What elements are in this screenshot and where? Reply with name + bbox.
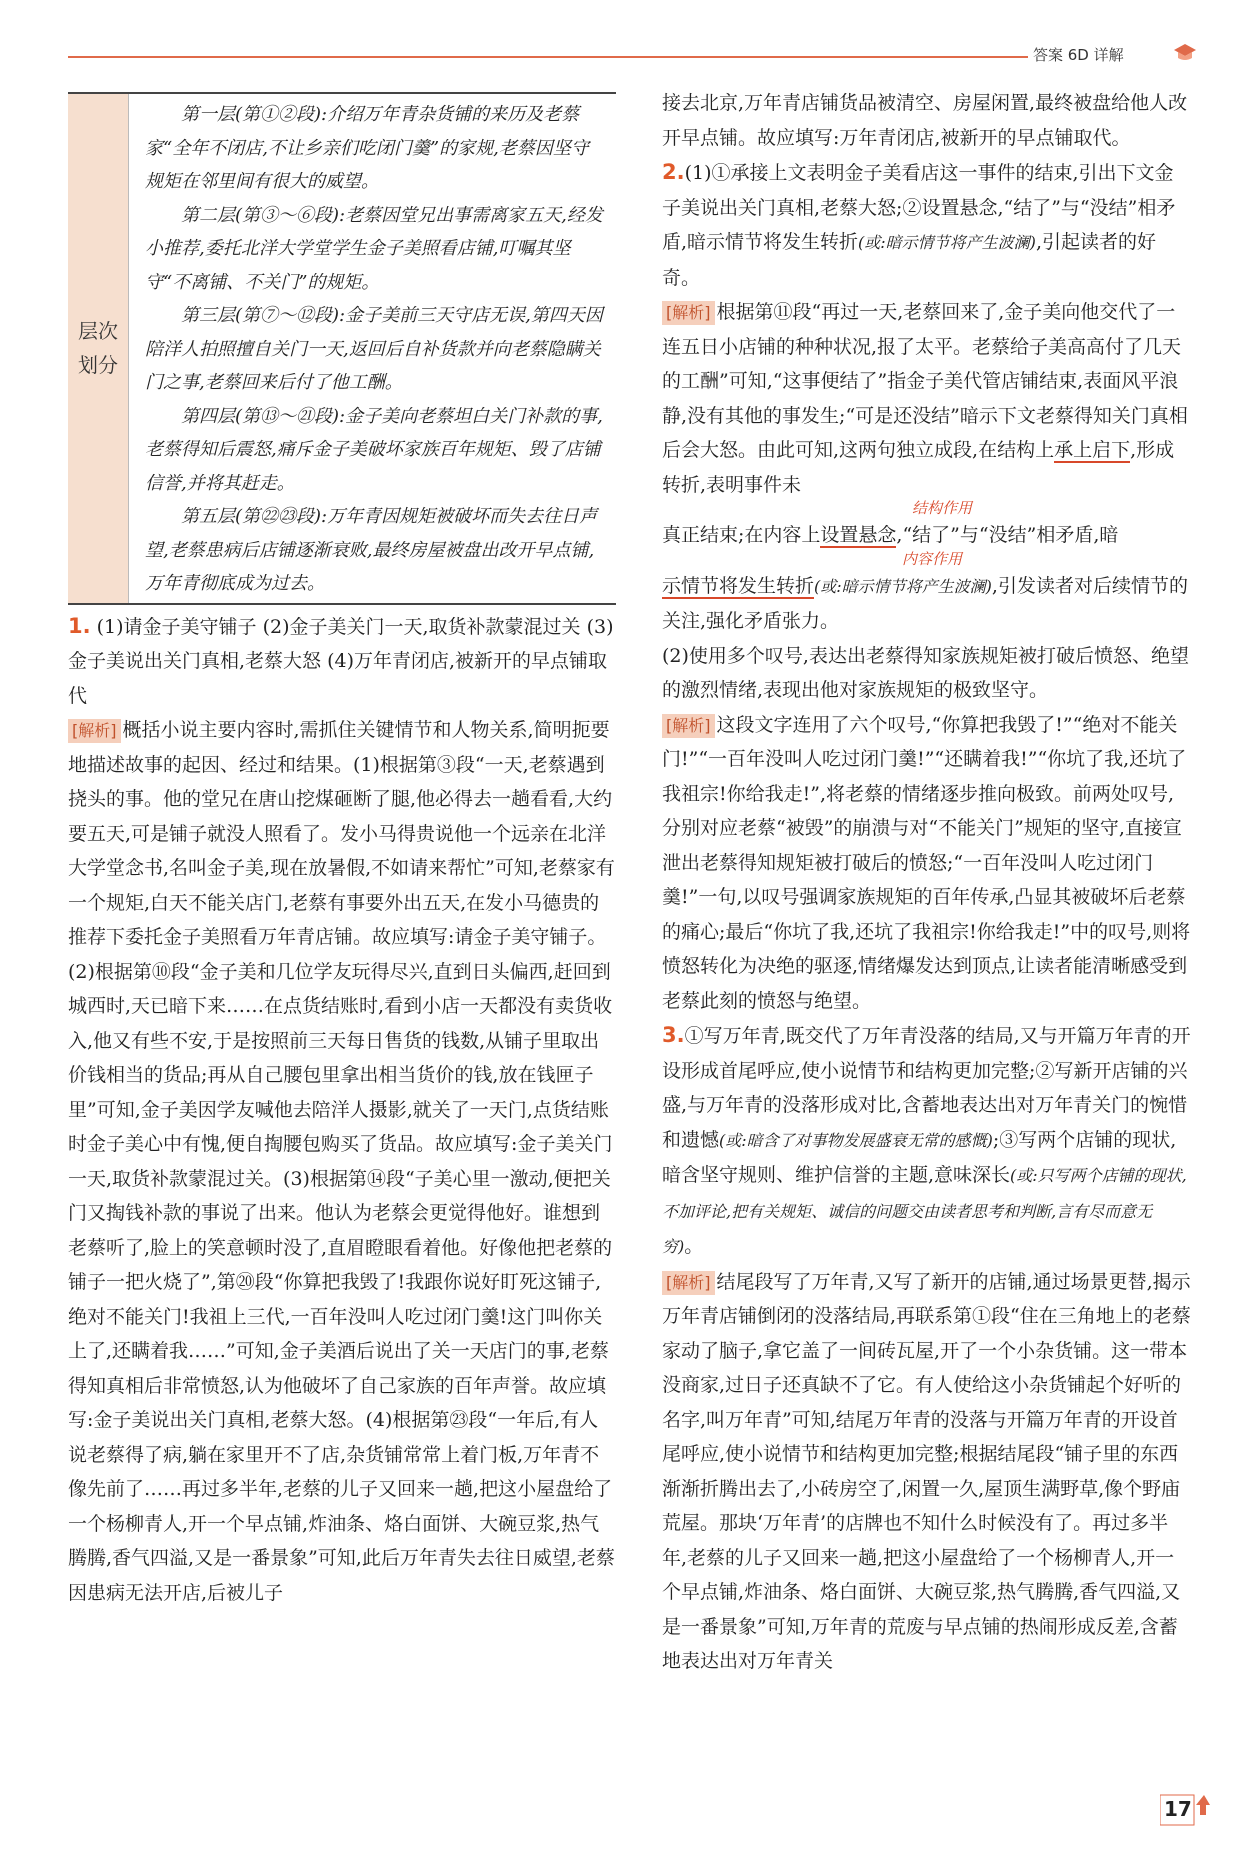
layer-row-4: 第四层(第⑬～㉑段):金子美向老蔡坦白关门补款的事,老蔡得知后震怒,痛斥金子美破坏家族百年规矩、毁了店铺信誉,并将其赶走。: [145, 405, 603, 494]
q3-number: 3.: [662, 1023, 685, 1047]
book-cap-icon: [1172, 40, 1198, 64]
q3-analysis: [解析] 结尾段写了万年青,又写了新开的店铺,通过场景更替,揭示万年青店铺倒闭的没落结局,再联系第①段“住在三角地上的老蔡家动了脑子,拿它盖了一间砖瓦屋,开了一个小杂货铺。这一带本没商家,过日子还真缺不了它。有人使给这小杂货铺起个好听的名字,叫万年青”可知,结尾万年青的没落与开篇万年青的开设首尾呼应,使小说情节和结构更加完整;根据结尾段“铺子里的东西渐渐折腾出去了,小砖房空了,闲置一久,屋顶生满野草,像个野庙荒屋。那块‘万年青’的店牌也不知什么时候没有了。再过多半年,老蔡的儿子又回来一趟,把这小屋盘给了一个杨柳青人,开一个早点铺,炸油条、烙白面饼、大碗豆浆,热气腾腾,香气四溢,又是一番景象”可知,万年青的荒废与早点铺的热闹形成反差,含蓄地表达出对万年青关: [662, 1270, 1191, 1672]
q2-number: 2.: [662, 160, 685, 184]
layer-row-2: 第二层(第③～⑥段):老蔡因堂兄出事需离家五天,经发小推荐,委托北洋大学堂学生金子美照看店铺,叮嘱其坚守“不离铺、不关门”的规矩。: [145, 204, 603, 293]
page-number: 17: [1164, 1797, 1192, 1821]
q2-answer-1: 2.(1)①承接上文表明金子美看店这一事件的结束,引出下文金子美说出关门真相,老蔡大怒;②设置悬念,“结了”与“没结”相矛盾,暗示情节将发生转折(或:暗示情节将产生波澜),引起读者的好奇。: [662, 160, 1176, 289]
analysis-tag: [解析]: [68, 719, 121, 743]
q2-analysis-1c: 示情节将发生转折(或:暗示情节将产生波澜),引发读者对后续情节的关注,强化矛盾张力。: [662, 574, 1188, 632]
header-rule: [68, 56, 1028, 58]
q2-analysis-1: [解析] 根据第⑪段“再过一天,老蔡回来了,金子美向他交代了一连五日小店铺的种种状况,报了太平。老蔡给子美高高付了几天的工酬”可知,“这事便结了”指金子美代管店铺结束,表面风平浪静,没有其他的事发生;“可是还没结”暗示下文老蔡得知关门真相后会大怒。由此可知,这两句独立成段,在结构上承上启下,形成转折,表明事件未: [662, 301, 1188, 496]
handwritten-note-content: 内容作用: [902, 549, 963, 568]
q3-answer: 3.①写万年青,既交代了万年青没落的结局,又与开篇万年青的开设形成首尾呼应,使小说情节和结构更加完整;②写新开店铺的兴盛,与万年青的没落形成对比,含蓄地表达出对万年青关门的惋惜和遗憾(或:暗含了对事物发展盛衰无常的感慨);③写两个店铺的现状,暗含坚守规则、维护信誉的主题,意味深长(或:只写两个店铺的现状,不加评论,把有关规矩、诚信的问题交由读者思考和判断,言有尽而意无穷)。: [662, 1023, 1191, 1257]
q2-analysis-2: [解析] 这段文字连用了六个叹号,“你算把我毁了!”“绝对不能关门!”“一百年没叫人吃过闭门羹!”“还瞒着我!”“你坑了我,还坑了我祖宗!你给我走!”,将老蔡的情绪逐步推向极致。前两处叹号,分别对应老蔡“被毁”的崩溃与对“不能关门”规矩的坚守,直接宣泄出老蔡得知规矩被打破后的愤怒;“一百年没叫人吃过闭门羹!”一句,以叹号强调家族规矩的百年传承,凸显其被破坏后老蔡的痛心;最后“你坑了我,还坑了我祖宗!你给我走!”中的叹号,则将愤怒转化为决绝的驱逐,情绪爆发达到顶点,让读者能清晰感受到老蔡此刻的愤怒与绝望。: [662, 713, 1191, 1012]
left-column: [68, 92, 616, 1610]
right-column: [662, 86, 1192, 1679]
q2-answer-2: (2)使用多个叹号,表达出老蔡得知家族规矩被打破后愤怒、绝望的激烈情绪,表现出他对家族规矩的极致坚守。: [662, 644, 1189, 701]
q1-number: 1.: [68, 613, 91, 638]
layer-division-label: 层次划分: [68, 94, 128, 603]
header-title: 答案 6D 详解: [1033, 46, 1124, 64]
page-number-badge: [1160, 1793, 1210, 1833]
layer-division-content: [128, 94, 616, 603]
analysis-tag: [解析]: [662, 301, 715, 325]
q1-analysis: [解析] 概括小说主要内容时,需抓住关键情节和人物关系,简明扼要地描述故事的起因、经过和结果。(1)根据第③段“一天,老蔡遇到挠头的事。他的堂兄在唐山挖煤砸断了腿,他必得去一趟看看,大约要五天,可是铺子就没人照看了。发小马得贵说他一个远亲在北洋大学堂念书,名叫金子美,现在放暑假,不如请来帮忙”可知,老蔡家有一个规矩,白天不能关店门,老蔡有事要外出五天,在发小马德贵的推荐下委托金子美照看万年青店铺。故应填写:请金子美守铺子。(2)根据第⑩段“金子美和几位学友玩得尽兴,直到日头偏西,赶回到城西时,天已暗下来……在点货结账时,看到小店一天都没有卖货收入,他又有些不安,于是按照前三天每日售货的钱数,从铺子里取出价钱相当的货品;再从自己腰包里拿出相当货价的钱,放在钱匣子里”可知,金子美因学友喊他去陪洋人摄影,就关了一天门,点货结账时金子美心中有愧,便自掏腰包购买了货品。故应填写:金子美关门一天,取货补款蒙混过关。(3)根据第⑭段“子美心里一激动,便把关门又掏钱补款的事说了出来。他认为老蔡会更觉得他好。谁想到老蔡听了,脸上的笑意顿时没了,直眉瞪眼看着他。好像他把老蔡的铺子一把火烧了”,第⑳段“你算把我毁了!我跟你说好盯死这铺子,绝对不能关门!我祖上三代,一百年没叫人吃过闭门羹!这门叫你关上了,还瞒着我……”可知,金子美酒后说出了关一天店门的事,老蔡得知真相后非常愤怒,认为他破坏了自己家族的百年声誉。故应填写:金子美说出关门真相,老蔡大怒。(4)根据第㉓段“一年后,有人说老蔡得了病,躺在家里开不了店,杂货铺常常上着门板,万年青不像先前了……再过多半年,老蔡的儿子又回来一趟,把这小屋盘给了一个杨柳青人,开一个早点铺,炸油条、烙白面饼、大碗豆浆,热气腾腾,香气四溢,又是一番景象”可知,此后万年青失去往日威望,老蔡因患病无法开店,后被儿子: [68, 719, 615, 1604]
analysis-tag: [解析]: [662, 1271, 715, 1295]
handwritten-note-structure: 结构作用: [912, 499, 973, 517]
analysis-tag: [解析]: [662, 714, 715, 738]
q2-analysis-1b: 真正结束;在内容上设置悬念,“结了”与“没结”相矛盾,暗: [662, 524, 1119, 546]
q1-answer: 1. (1)请金子美守铺子 (2)金子美关门一天,取货补款蒙混过关 (3)金子美说出关门真相,老蔡大怒 (4)万年青闭店,被新开的早点铺取代: [68, 613, 614, 707]
layer-row-3: 第三层(第⑦～⑫段):金子美前三天守店无误,第四天因陪洋人拍照擅自关门一天,返回后自补货款并向老蔡隐瞒关门之事,老蔡回来后付了他工酬。: [145, 305, 603, 393]
q1-analysis-continued: 接去北京,万年青店铺货品被清空、房屋闲置,最终被盘给他人改开早点铺。故应填写:万年青闭店,被新开的早点铺取代。: [662, 92, 1188, 149]
layer-division-table: [68, 92, 616, 605]
layer-row-1: 第一层(第①②段):介绍万年青杂货铺的来历及老蔡家“全年不闭店,不让乡亲们吃闭门羹”的家规,老蔡因坚守规矩在邻里间有很大的威望。: [145, 104, 589, 192]
layer-row-5: 第五层(第㉒㉓段):万年青因规矩被破坏而失去往日声望,老蔡患病后店铺逐渐衰败,最终房屋被盘出改开早点铺,万年青彻底成为过去。: [145, 506, 598, 594]
